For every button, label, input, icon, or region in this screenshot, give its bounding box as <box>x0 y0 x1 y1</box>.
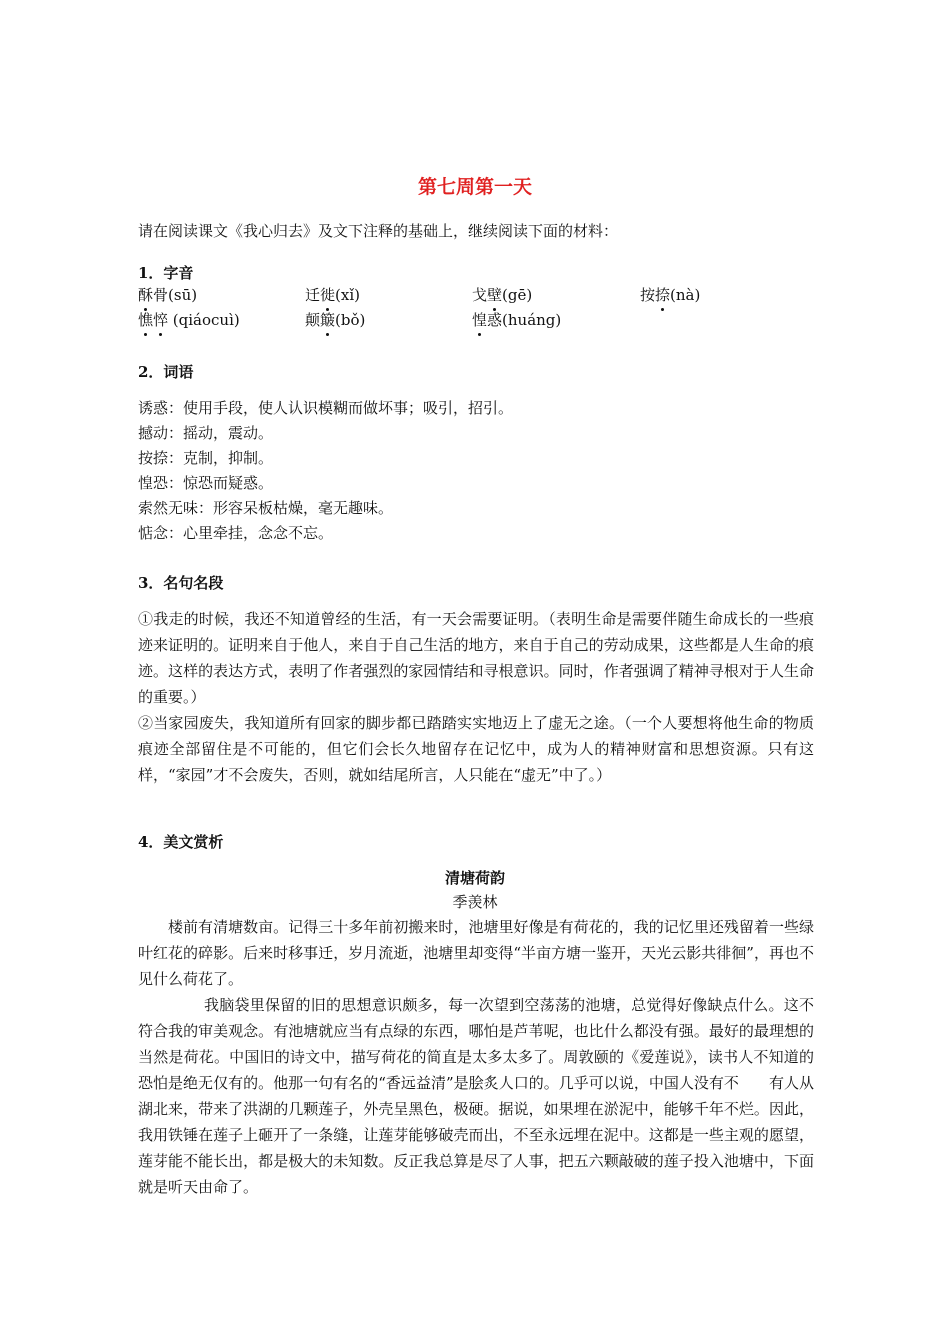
vocabulary-item: 惶恐：惊恐而疑惑。 <box>138 474 274 492</box>
essay-author: 季羡林 <box>452 893 498 911</box>
pronunciation-item: 迁徙(xǐ) <box>305 286 360 304</box>
pronunciation-item: 酥骨(sū) <box>138 286 198 304</box>
intro-text: 请在阅读课文《我心归去》及文下注释的基础上，继续阅读下面的材料： <box>138 222 619 240</box>
essay-title: 清塘荷韵 <box>444 869 505 887</box>
pronunciation-item: 颠簸(bǒ) <box>305 311 366 329</box>
section-heading-vocabulary: 2．词语 <box>138 363 194 381</box>
quote-item: ②当家园废失，我知道所有回家的脚步都已踏踏实实地迈上了虚无之途。（一个人要想将他生命的物质痕迹全部留住是不可能的，但它们会长久地留存在记忆中，成为人的精神财富和思想资源。只有这样，“家园”才不会废失，否则，就如结尾所言，人只能在“虚无”中了。） <box>138 714 814 784</box>
vocabulary-item: 索然无味：形容呆板枯燥，毫无趣味。 <box>138 499 394 517</box>
section-heading-pronunciation: 1．字音 <box>138 264 194 282</box>
pronunciation-item: 憔悴 (qiáocuì) <box>138 311 240 329</box>
vocabulary-item: 撼动：摇动，震动。 <box>138 424 274 442</box>
vocabulary-list <box>138 396 513 546</box>
essay-paragraph: 楼前有清塘数亩。记得三十多年前初搬来时，池塘里好像是有荷花的，我的记忆里还残留着一些绿叶红花的碎影。后来时移事迁，岁月流逝，池塘里却变得“半亩方塘一鉴开，天光云影共徘徊”，再也不见什么荷花了。 <box>138 918 814 988</box>
vocabulary-item: 诱惑：使用手段，使人认识模糊而做坏事；吸引，招引。 <box>138 399 514 417</box>
pronunciation-item: 戈壁(gē) <box>472 286 533 304</box>
section-heading-quotes: 3．名句名段 <box>138 574 224 592</box>
vocabulary-item: 惦念：心里牵挂，念念不忘。 <box>138 524 334 542</box>
section-heading-appreciation: 4．美文赏析 <box>138 833 224 851</box>
essay-body <box>138 914 814 1200</box>
quote-item: ①我走的时候，我还不知道曾经的生活，有一天会需要证明。（表明生命是需要伴随生命成长的一些痕迹来证明的。证明来自于他人，来自于自己生活的地方，来自于自己的劳动成果，这些都是人生命的痕迹。这样的表达方式，表明了作者强烈的家园情结和寻根意识。同时，作者强调了精神寻根对于人生命的重要。） <box>138 610 814 706</box>
pronunciation-row-1 <box>138 284 818 306</box>
essay-paragraph: 我脑袋里保留的旧的思想意识颇多，每一次望到空荡荡的池塘，总觉得好像缺点什么。这不符合我的审美观念。有池塘就应当有点绿的东西，哪怕是芦苇呢，也比什么都没有强。最好的最理想的当然是荷花。中国旧的诗文中，描写荷花的简直是太多太多了。周敦颐的《爱莲说》，读书人不知道的恐怕是绝无仅有的。他那一句有名的“香远益清”是脍炙人口的。几乎可以说，中国人没有不 有人从湖北来，带来了洪湖的几颗莲子，外壳呈黑色，极硬。据说，如果埋在淤泥中，能够千年不烂。因此，我用铁锤在莲子上砸开了一条缝，让莲芽能够破壳而出，不至永远埋在泥中。这都是一些主观的愿望，莲芽能不能长出，都是极大的未知数。反正我总算是尽了人事，把五六颗敲破的莲子投入池塘中，下面就是听天由命了。 <box>138 996 814 1196</box>
pronunciation-row-2 <box>138 309 818 331</box>
pronunciation-item: 惶惑(huáng) <box>472 311 562 329</box>
quotes-block <box>138 606 814 788</box>
vocabulary-item: 按捺：克制，抑制。 <box>138 449 274 467</box>
page-title: 第七周第一天 <box>417 176 532 198</box>
pronunciation-item: 按捺(nà) <box>640 286 701 304</box>
